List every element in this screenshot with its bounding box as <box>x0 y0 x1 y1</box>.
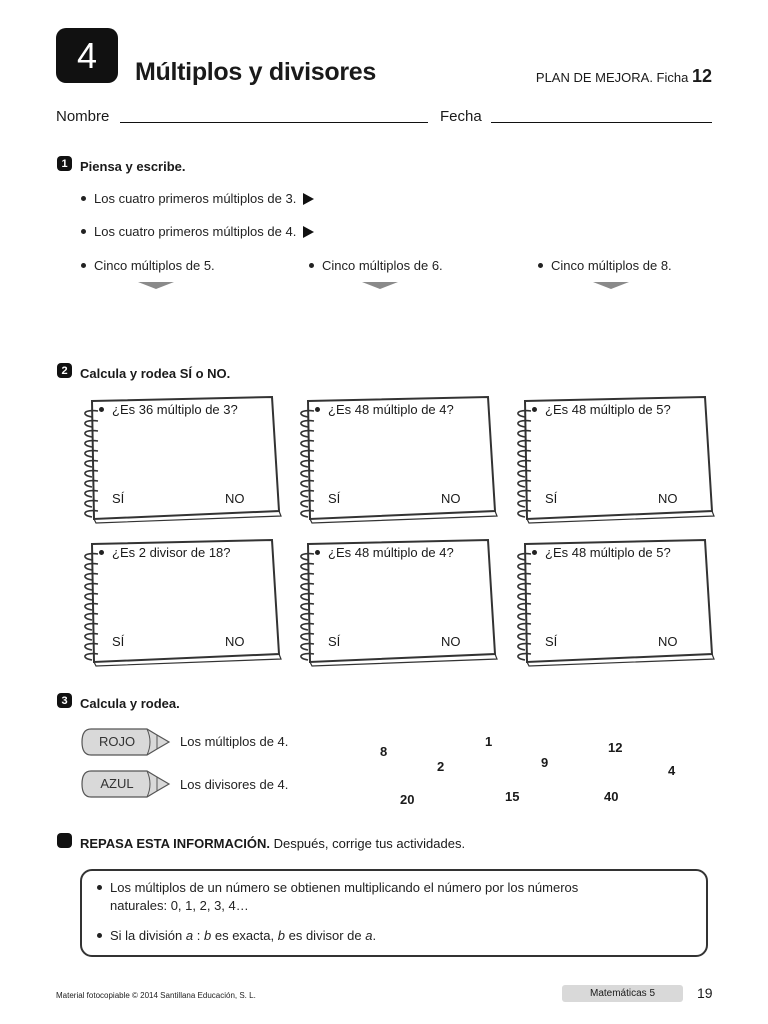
ex1-item-4: Cinco múltiplos de 6. <box>309 258 443 273</box>
bullet-icon <box>99 407 104 412</box>
review-marker-icon <box>57 833 72 848</box>
no-option[interactable]: NO <box>225 491 245 506</box>
plan-label <box>536 66 712 87</box>
number-option[interactable]: 4 <box>668 763 676 778</box>
bullet-icon <box>97 885 102 890</box>
ex1-answer-1[interactable] <box>340 207 712 208</box>
review-title: REPASA ESTA INFORMACIÓN. <box>80 836 270 851</box>
plan-number: 12 <box>691 66 712 86</box>
question-text: ¿Es 48 múltiplo de 4? <box>315 545 454 560</box>
bullet-icon <box>81 229 86 234</box>
bullet-icon <box>309 263 314 268</box>
bullet-icon <box>315 407 320 412</box>
exercise-3-title: Calcula y rodea. <box>80 696 180 711</box>
bullet-icon <box>81 196 86 201</box>
arrow-right-icon <box>303 226 314 238</box>
number-option[interactable]: 40 <box>604 789 619 804</box>
blue-label: AZUL <box>100 776 134 791</box>
red-crayon <box>81 726 173 758</box>
arrow-down-icon <box>138 282 174 289</box>
unit-number-badge: 4 <box>56 28 118 83</box>
bullet-icon <box>315 550 320 555</box>
question-card-4 <box>76 538 284 658</box>
yes-option[interactable]: SÍ <box>545 491 558 506</box>
question-card-6 <box>509 538 717 658</box>
yes-option[interactable]: SÍ <box>112 634 125 649</box>
blue-instruction: Los divisores de 4. <box>180 777 289 792</box>
number-option[interactable]: 12 <box>608 740 623 755</box>
question-card-2 <box>292 395 500 515</box>
exercise-2-title: Calcula y rodea SÍ o NO. <box>80 366 231 381</box>
name-field[interactable] <box>120 122 428 123</box>
bullet-icon <box>99 550 104 555</box>
bullet-icon <box>532 550 537 555</box>
exercise-3-number: 3 <box>57 693 72 708</box>
question-card-5 <box>292 538 500 658</box>
info-rule-2: Si la división a : b es exacta, b es divisor de a. <box>97 927 376 945</box>
yes-option[interactable]: SÍ <box>328 634 341 649</box>
red-instruction: Los múltiplos de 4. <box>180 734 289 749</box>
yes-option[interactable]: SÍ <box>112 491 125 506</box>
date-label: Fecha <box>440 108 482 125</box>
yes-option[interactable]: SÍ <box>545 634 558 649</box>
exercise-2-number: 2 <box>57 363 72 378</box>
plan-text: PLAN DE MEJORA. Ficha <box>535 70 689 85</box>
number-option[interactable]: 15 <box>505 789 520 804</box>
ex1-item-1: Los cuatro primeros múltiplos de 3. <box>81 191 314 206</box>
number-option[interactable]: 9 <box>541 755 549 770</box>
question-card-3 <box>509 395 717 515</box>
arrow-right-icon <box>303 193 314 205</box>
page-number: 19 <box>697 985 713 1001</box>
number-option[interactable]: 20 <box>400 792 415 807</box>
no-option[interactable]: NO <box>658 634 678 649</box>
subject-tag: Matemáticas 5 <box>562 985 683 1002</box>
question-text: ¿Es 48 múltiplo de 5? <box>532 545 671 560</box>
ex1-item-3: Cinco múltiplos de 5. <box>81 258 215 273</box>
number-option[interactable]: 8 <box>380 744 388 759</box>
bullet-icon <box>538 263 543 268</box>
review-heading <box>80 836 465 851</box>
number-option[interactable]: 1 <box>485 734 493 749</box>
copyright-notice: Material fotocopiable © 2014 Santillana Educación, S. L. <box>56 991 256 1000</box>
bullet-icon <box>81 263 86 268</box>
name-label: Nombre <box>56 108 110 125</box>
exercise-1-number: 1 <box>57 156 72 171</box>
ex1-item-5: Cinco múltiplos de 8. <box>538 258 672 273</box>
red-label: ROJO <box>98 734 136 749</box>
no-option[interactable]: NO <box>658 491 678 506</box>
no-option[interactable]: NO <box>441 491 461 506</box>
info-rule-1: Los múltiplos de un número se obtienen multiplicando el número por los números naturales: 0, 1, 2, 3, 4… <box>97 879 578 915</box>
bullet-icon <box>532 407 537 412</box>
question-text: ¿Es 36 múltiplo de 3? <box>99 402 238 417</box>
yes-option[interactable]: SÍ <box>328 491 341 506</box>
review-subtitle: Después, corrige tus actividades. <box>273 836 466 851</box>
blue-crayon <box>81 768 173 800</box>
arrow-down-icon <box>362 282 398 289</box>
question-card-1 <box>76 395 284 515</box>
page-title: Múltiplos y divisores <box>135 58 376 86</box>
bullet-icon <box>97 933 102 938</box>
exercise-1-title: Piensa y escribe. <box>80 159 186 174</box>
arrow-down-icon <box>593 282 629 289</box>
number-option[interactable]: 2 <box>437 759 445 774</box>
ex1-item-2: Los cuatro primeros múltiplos de 4. <box>81 224 314 239</box>
no-option[interactable]: NO <box>441 634 461 649</box>
ex1-answer-2[interactable] <box>340 240 712 241</box>
question-text: ¿Es 2 divisor de 18? <box>99 545 231 560</box>
question-text: ¿Es 48 múltiplo de 4? <box>315 402 454 417</box>
date-field[interactable] <box>491 122 712 123</box>
question-text: ¿Es 48 múltiplo de 5? <box>532 402 671 417</box>
no-option[interactable]: NO <box>225 634 245 649</box>
